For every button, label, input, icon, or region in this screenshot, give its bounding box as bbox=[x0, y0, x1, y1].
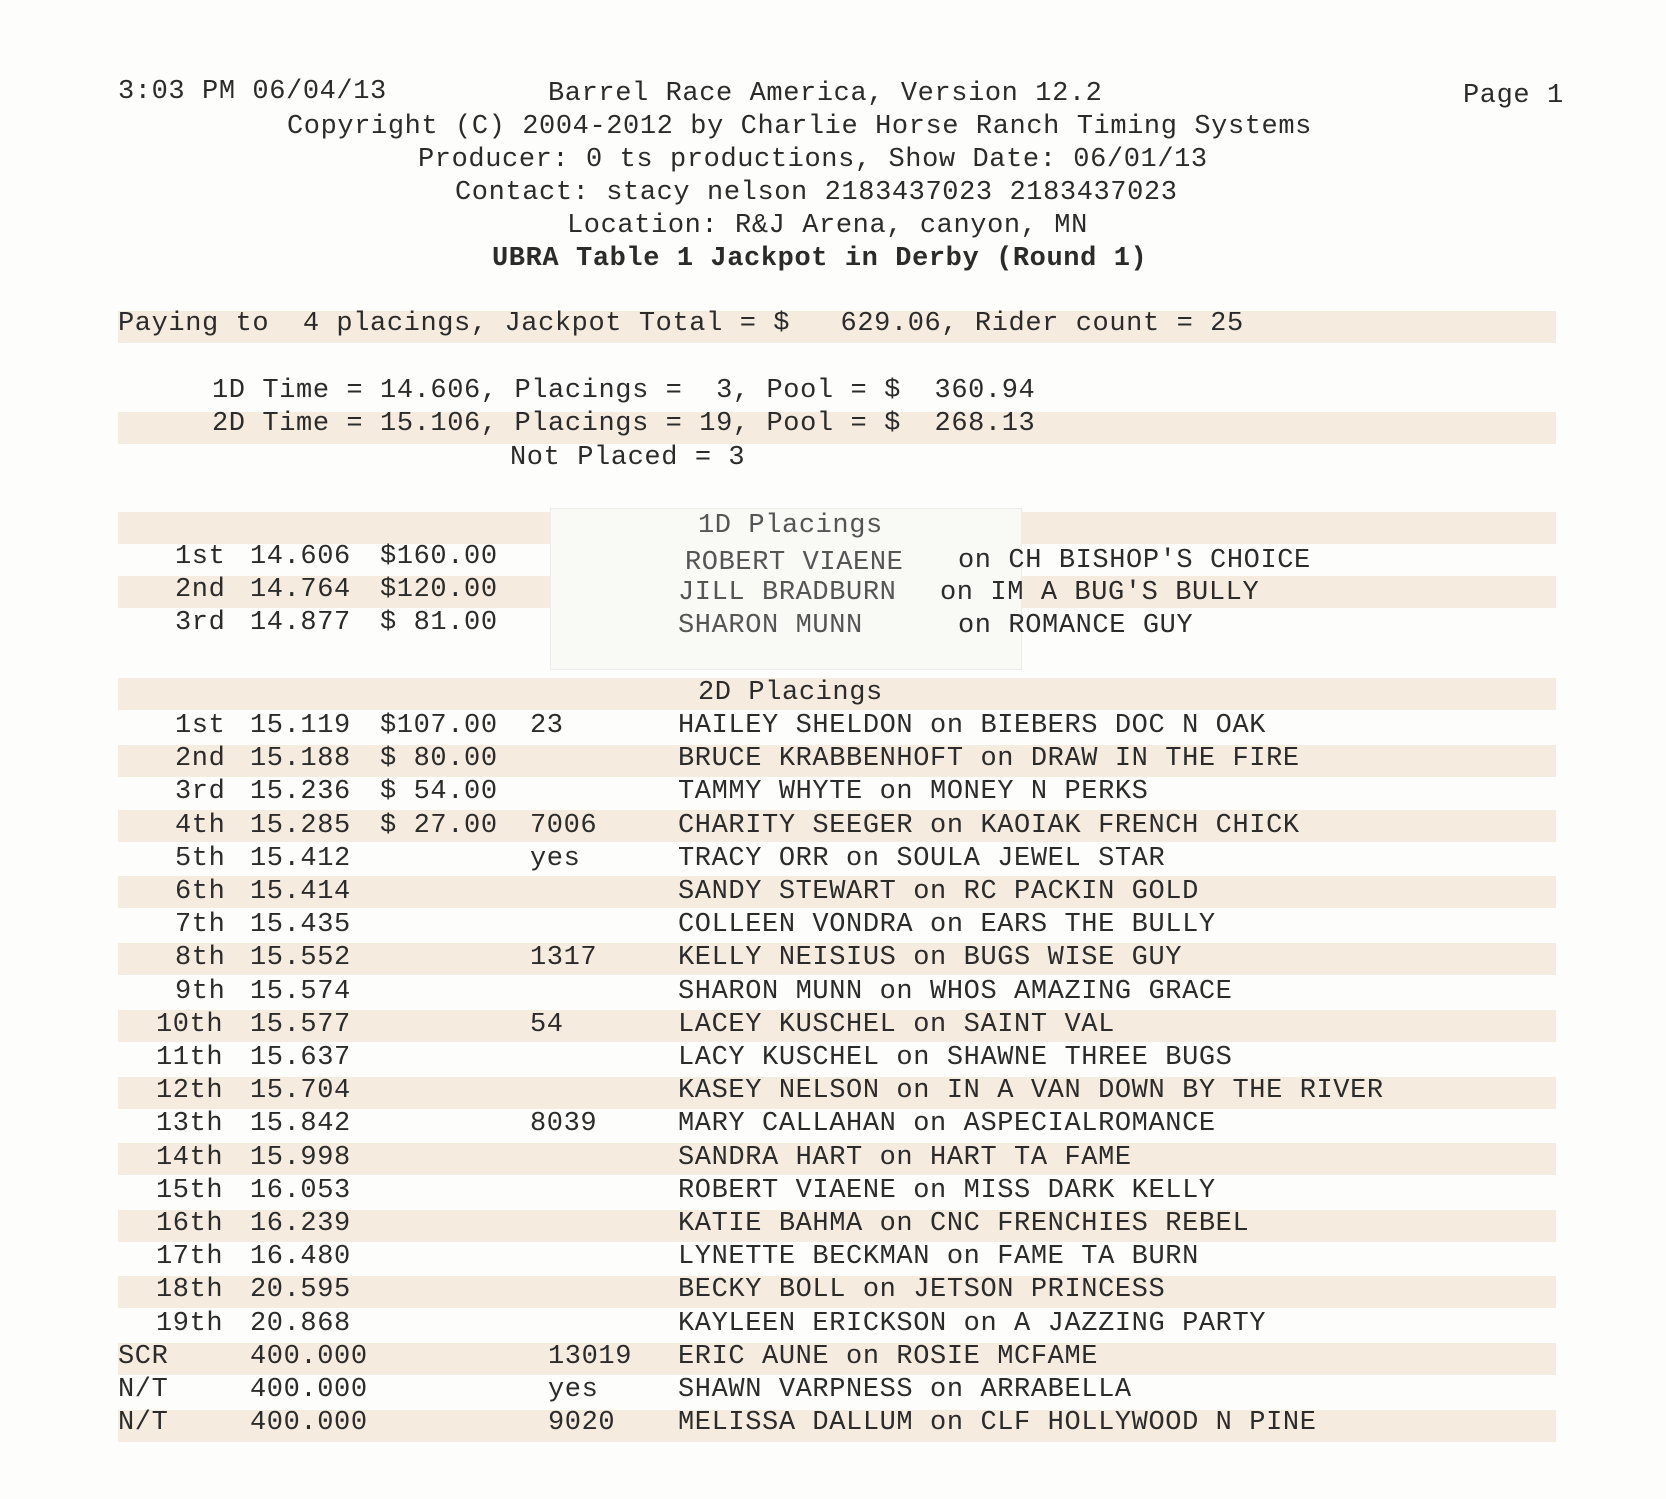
entry-cell: LACY KUSCHEL on SHAWNE THREE BUGS bbox=[678, 1043, 1233, 1073]
note-cell: 1317 bbox=[530, 943, 598, 973]
place-cell: 1st bbox=[175, 711, 226, 741]
time-cell: 15.414 bbox=[250, 877, 351, 907]
time-cell: 15.285 bbox=[250, 811, 351, 841]
time-cell: 20.595 bbox=[250, 1275, 351, 1305]
payout-cell: $120.00 bbox=[380, 575, 498, 605]
note-cell: 23 bbox=[530, 711, 564, 741]
not-placed-summary: Not Placed = 3 bbox=[510, 443, 746, 473]
time-cell: 15.842 bbox=[250, 1109, 351, 1139]
place-cell: 14th bbox=[156, 1143, 224, 1173]
horse-cell: on CH BISHOP'S CHOICE bbox=[958, 546, 1311, 576]
division-1d-summary: 1D Time = 14.606, Placings = 3, Pool = $ 360.94 bbox=[212, 376, 1036, 406]
place-cell: 15th bbox=[156, 1176, 224, 1206]
entry-cell: ERIC AUNE on ROSIE MCFAME bbox=[678, 1342, 1099, 1372]
time-cell: 14.764 bbox=[250, 575, 351, 605]
time-cell: 15.552 bbox=[250, 943, 351, 973]
payout-cell: $160.00 bbox=[380, 542, 498, 572]
time-cell: 15.637 bbox=[250, 1043, 351, 1073]
entry-cell: SANDRA HART on HART TA FAME bbox=[678, 1143, 1132, 1173]
time-cell: 15.577 bbox=[250, 1010, 351, 1040]
place-cell: 7th bbox=[175, 910, 226, 940]
note-cell: 7006 bbox=[530, 811, 598, 841]
entry-cell: TRACY ORR on SOULA JEWEL STAR bbox=[678, 844, 1166, 874]
time-cell: 15.236 bbox=[250, 777, 351, 807]
entry-cell: KAYLEEN ERICKSON on A JAZZING PARTY bbox=[678, 1309, 1267, 1339]
software-title: Barrel Race America, Version 12.2 bbox=[548, 79, 1103, 109]
page-number: Page 1 bbox=[1463, 81, 1564, 111]
time-cell: 15.188 bbox=[250, 744, 351, 774]
division-2d-summary: 2D Time = 15.106, Placings = 19, Pool = $ 268.13 bbox=[212, 409, 1036, 439]
time-cell: 16.480 bbox=[250, 1242, 351, 1272]
event-title: UBRA Table 1 Jackpot in Derby (Round 1) bbox=[492, 244, 1148, 274]
payout-cell: $107.00 bbox=[380, 711, 498, 741]
time-cell: 20.868 bbox=[250, 1309, 351, 1339]
horse-cell: on ROMANCE GUY bbox=[958, 611, 1194, 641]
print-timestamp: 3:03 PM 06/04/13 bbox=[118, 77, 387, 107]
jackpot-summary: Paying to 4 placings, Jackpot Total = $ 629.06, Rider count = 25 bbox=[118, 309, 1244, 339]
entry-cell: LYNETTE BECKMAN on FAME TA BURN bbox=[678, 1242, 1199, 1272]
location-line: Location: R&J Arena, canyon, MN bbox=[567, 211, 1088, 241]
time-cell: 15.704 bbox=[250, 1076, 351, 1106]
place-cell: 9th bbox=[175, 977, 226, 1007]
place-cell: N/T bbox=[118, 1408, 169, 1438]
time-cell: 15.119 bbox=[250, 711, 351, 741]
place-cell: 12th bbox=[156, 1076, 224, 1106]
time-cell: 15.998 bbox=[250, 1143, 351, 1173]
producer-line: Producer: 0 ts productions, Show Date: 06/01/13 bbox=[418, 145, 1208, 175]
rider-cell: ROBERT VIAENE bbox=[685, 548, 904, 578]
payout-cell: $ 27.00 bbox=[380, 811, 498, 841]
entry-cell: MARY CALLAHAN on ASPECIALROMANCE bbox=[678, 1109, 1216, 1139]
section-heading-2d: 2D Placings bbox=[698, 678, 883, 708]
place-cell: 17th bbox=[156, 1242, 224, 1272]
payout-cell: $ 80.00 bbox=[380, 744, 498, 774]
place-cell: 5th bbox=[175, 844, 226, 874]
entry-cell: COLLEEN VONDRA on EARS THE BULLY bbox=[678, 910, 1216, 940]
entry-cell: KATIE BAHMA on CNC FRENCHIES REBEL bbox=[678, 1209, 1250, 1239]
entry-cell: BRUCE KRABBENHOFT on DRAW IN THE FIRE bbox=[678, 744, 1300, 774]
rider-cell: JILL BRADBURN bbox=[678, 578, 897, 608]
note-cell: 8039 bbox=[530, 1109, 598, 1139]
note-cell: yes bbox=[530, 844, 581, 874]
note-cell: 54 bbox=[530, 1010, 564, 1040]
note-cell: 13019 bbox=[548, 1342, 633, 1372]
time-cell: 400.000 bbox=[250, 1375, 368, 1405]
copyright-line: Copyright (C) 2004-2012 by Charlie Horse Ranch Timing Systems bbox=[287, 112, 1312, 142]
time-cell: 15.412 bbox=[250, 844, 351, 874]
note-cell: 9020 bbox=[548, 1408, 616, 1438]
place-cell: 11th bbox=[156, 1043, 224, 1073]
rider-cell: SHARON MUNN bbox=[678, 611, 863, 641]
entry-cell: BECKY BOLL on JETSON PRINCESS bbox=[678, 1275, 1166, 1305]
place-cell: 10th bbox=[156, 1010, 224, 1040]
place-cell: 2nd bbox=[175, 575, 226, 605]
place-cell: 1st bbox=[175, 542, 226, 572]
place-cell: 3rd bbox=[175, 608, 226, 638]
entry-cell: KELLY NEISIUS on BUGS WISE GUY bbox=[678, 943, 1183, 973]
entry-cell: ROBERT VIAENE on MISS DARK KELLY bbox=[678, 1176, 1216, 1206]
time-cell: 14.606 bbox=[250, 542, 351, 572]
place-cell: 8th bbox=[175, 943, 226, 973]
place-cell: 13th bbox=[156, 1109, 224, 1139]
entry-cell: HAILEY SHELDON on BIEBERS DOC N OAK bbox=[678, 711, 1267, 741]
time-cell: 16.053 bbox=[250, 1176, 351, 1206]
time-cell: 15.435 bbox=[250, 910, 351, 940]
entry-cell: SHARON MUNN on WHOS AMAZING GRACE bbox=[678, 977, 1233, 1007]
payout-cell: $ 54.00 bbox=[380, 777, 498, 807]
place-cell: 19th bbox=[156, 1309, 224, 1339]
place-cell: N/T bbox=[118, 1375, 169, 1405]
place-cell: 16th bbox=[156, 1209, 224, 1239]
entry-cell: CHARITY SEEGER on KAOIAK FRENCH CHICK bbox=[678, 811, 1300, 841]
time-cell: 16.239 bbox=[250, 1209, 351, 1239]
place-cell: 2nd bbox=[175, 744, 226, 774]
entry-cell: SHAWN VARPNESS on ARRABELLA bbox=[678, 1375, 1132, 1405]
place-cell: SCR bbox=[118, 1342, 169, 1372]
time-cell: 400.000 bbox=[250, 1408, 368, 1438]
time-cell: 400.000 bbox=[250, 1342, 368, 1372]
place-cell: 6th bbox=[175, 877, 226, 907]
section-heading-1d: 1D Placings bbox=[698, 511, 883, 541]
contact-line: Contact: stacy nelson 2183437023 2183437023 bbox=[455, 178, 1178, 208]
place-cell: 4th bbox=[175, 811, 226, 841]
time-cell: 14.877 bbox=[250, 608, 351, 638]
entry-cell: MELISSA DALLUM on CLF HOLLYWOOD N PINE bbox=[678, 1408, 1317, 1438]
entry-cell: TAMMY WHYTE on MONEY N PERKS bbox=[678, 777, 1149, 807]
entry-cell: LACEY KUSCHEL on SAINT VAL bbox=[678, 1010, 1115, 1040]
horse-cell: on IM A BUG'S BULLY bbox=[940, 578, 1260, 608]
entry-cell: SANDY STEWART on RC PACKIN GOLD bbox=[678, 877, 1199, 907]
note-cell: yes bbox=[548, 1375, 599, 1405]
time-cell: 15.574 bbox=[250, 977, 351, 1007]
entry-cell: KASEY NELSON on IN A VAN DOWN BY THE RIVER bbox=[678, 1076, 1384, 1106]
place-cell: 3rd bbox=[175, 777, 226, 807]
payout-cell: $ 81.00 bbox=[380, 608, 498, 638]
place-cell: 18th bbox=[156, 1275, 224, 1305]
